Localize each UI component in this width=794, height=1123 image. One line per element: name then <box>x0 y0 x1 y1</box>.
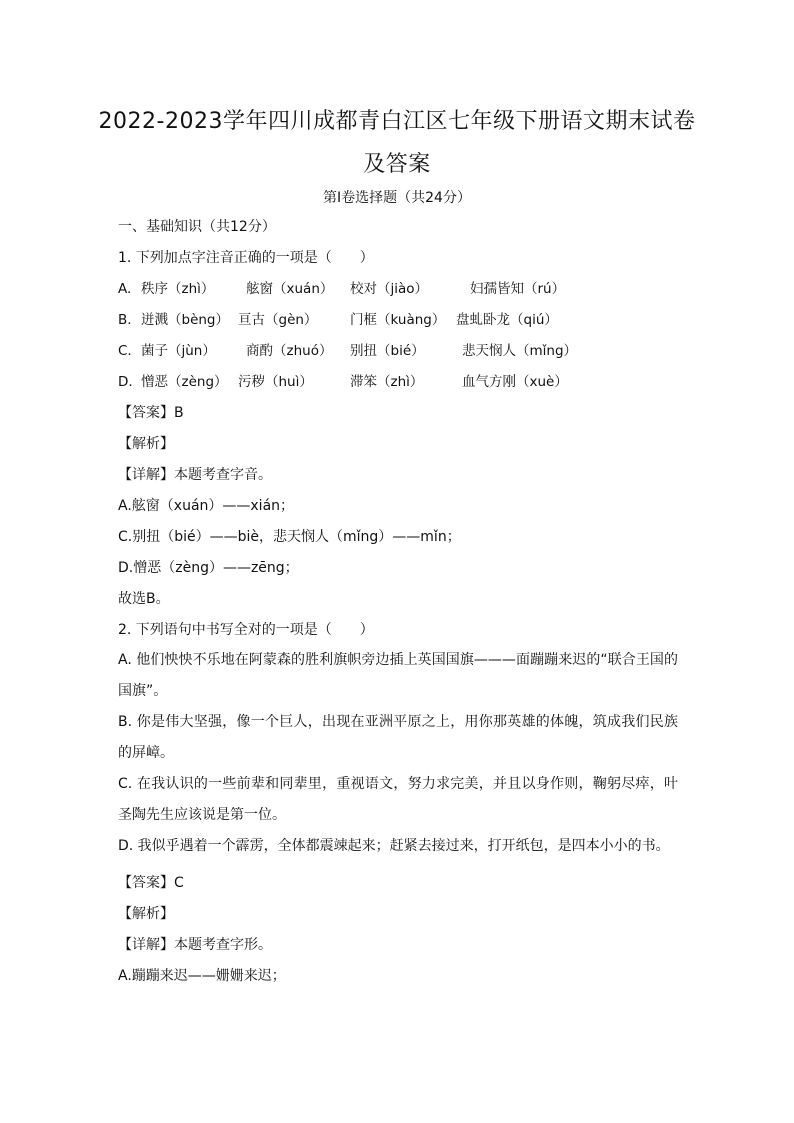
option-item: 秩序（zhì） <box>141 281 215 297</box>
q1-note: A.舷窗（xuán）——xián； <box>118 498 295 514</box>
q2-option-c: C. 在我认识的一些前辈和同辈里，重视语文，努力求完美，并且以身作则，鞠躬尽瘁，叶圣陶先生应该说是第一位。 <box>118 776 678 823</box>
q1-note: C.别扭（bié）——biè，悲天悯人（mǐng）——mǐn； <box>118 529 461 545</box>
option-item: 妇孺皆知（rú） <box>470 281 566 297</box>
q1-answer: 【答案】B <box>118 405 184 421</box>
q1-analysis-heading: 【解析】 <box>118 436 174 452</box>
q1-conclusion: 故选B。 <box>118 591 170 607</box>
q2-stem: 2. 下列语句中书写全对的一项是（ ） <box>118 622 374 638</box>
document-title: 2022-2023学年四川成都青白江区七年级下册语文期末试卷 <box>98 109 696 134</box>
option-item: 校对（jiào） <box>350 281 429 297</box>
option-item: 别扭（bié） <box>350 343 425 359</box>
option-item: 盘虬卧龙（qiú） <box>456 312 558 328</box>
option-label: A. <box>118 281 132 297</box>
q2-detail: 【详解】本题考查字形。 <box>118 937 272 953</box>
option-item: 菌子（jùn） <box>141 343 216 359</box>
option-label: B. <box>118 312 132 328</box>
q1-stem: 1. 下列加点字注音正确的一项是（ ） <box>118 250 374 266</box>
option-item: 亘古（gèn） <box>238 312 318 328</box>
q1-detail: 【详解】本题考查字音。 <box>118 467 272 483</box>
option-item: 迸溅（bèng） <box>141 312 230 328</box>
option-item: 悲天悯人（mǐng） <box>462 343 578 359</box>
document-title-continued: 及答案 <box>363 152 431 177</box>
option-item: 憎恶（zèng） <box>141 374 228 390</box>
q2-option-b: B. 你是伟大坚强，像一个巨人，出现在亚洲平原之上，用你那英雄的体魄，筑成我们民族的屏嶂。 <box>118 714 678 761</box>
option-item: 滞笨（zhì） <box>350 374 424 390</box>
q2-option-d: D. 我似乎遇着一个霹雳，全体都震竦起来；赶紧去接过来，打开纸包，是四本小小的书。 <box>118 838 670 854</box>
option-item: 商酌（zhuó） <box>246 343 333 359</box>
q2-answer: 【答案】C <box>118 875 184 891</box>
q1-note: D.憎恶（zèng）——zēng； <box>118 560 299 576</box>
part-heading: 第Ⅰ卷选择题（共24分） <box>323 190 471 206</box>
q2-analysis-heading: 【解析】 <box>118 906 174 922</box>
q2-note: A.蹦蹦来迟——姗姗来迟； <box>118 968 286 984</box>
option-item: 血气方刚（xuè） <box>462 374 568 390</box>
option-item: 舷窗（xuán） <box>246 281 334 297</box>
option-label: C. <box>118 343 132 359</box>
section-heading: 一、基础知识（共12分） <box>118 219 276 235</box>
q2-option-a: A. 他们怏怏不乐地在阿蒙森的胜利旗帜旁边插上英国国旗———面蹦蹦来迟的“联合王国的国旗”。 <box>118 652 678 699</box>
option-label: D. <box>118 374 133 390</box>
option-item: 门框（kuàng） <box>350 312 446 328</box>
option-item: 污秽（huì） <box>238 374 313 390</box>
